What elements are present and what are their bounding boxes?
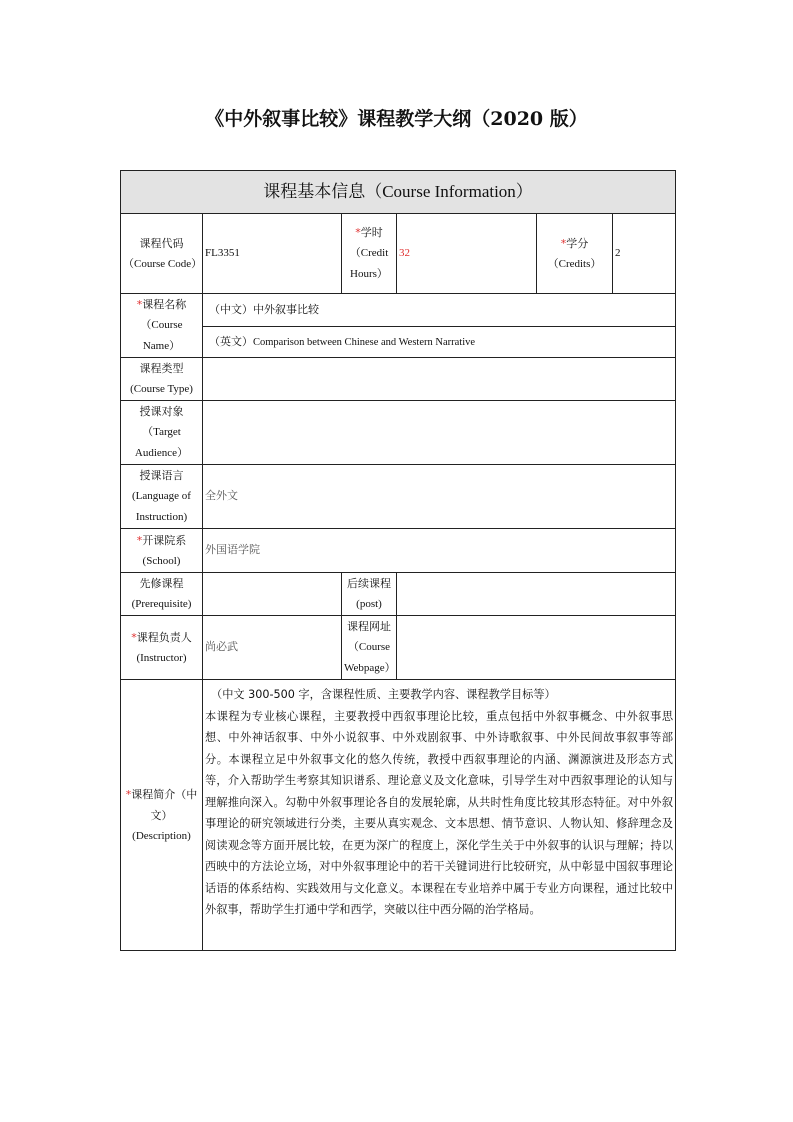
table-header [121,171,676,214]
type-value [203,358,676,401]
credits-en: （Credits） [547,257,602,270]
audience-value [203,401,676,465]
header-cn: 课程基本信息 [263,182,366,202]
webpage-value [397,616,676,680]
audience-label [121,401,203,465]
description-cn1: 课程简介（中 [131,787,198,801]
audience-cn: 授课对象 [139,405,184,418]
zh-value: 中外叙事比较 [253,303,319,317]
school-en: (School) [142,554,181,567]
type-en: (Course Type) [130,383,193,395]
name-en2: Name） [142,340,181,352]
instructor-en: (Instructor) [136,651,187,664]
hours-en1: （Credit [349,247,389,259]
code-label [121,214,203,294]
school-cn: 开课院系 [142,533,187,547]
instructor-value: 尚必武 [203,616,342,680]
language-en2: Instruction) [135,511,188,523]
code-cn: 课程代码 [139,236,184,250]
description-body [203,680,676,951]
prereq-cn: 先修课程 [139,577,184,590]
en-prefix: （英文） [209,334,253,348]
name-cn: 课程名称 [142,298,187,311]
required-star: * [131,630,137,644]
description-text: 本课程为专业核心课程，主要教授中西叙事理论比较，重点包括中外叙事概念、中外叙事思想、中外神话叙事、中外小说叙事、中外戏剧叙事、中外诗歌叙事、中外民间故事叙事等部分。本课程立足中外叙事文化的悠久传统，教授中西叙事理论的内涵、渊源演进及形态方式等，介入帮助学生考察其知识谱系、理论意义及文化意味，引导学生对中西叙事理论的认知与理解推向深入。勾勒中外叙事理论各自的发展轮廓，从共时性角度比较其形态特征。对中外叙事理论的研究领域进行分类，主要从真实观念、文本思想、情节意识、人物认知、修辞理念及阅读观念等方面开展比较，在更为深广的程度上，深化学生关于中外叙事的认识与理解；持以西映中的方法论立场，对中外叙事理论中的若干关键词进行比较研究，从中彰显中国叙事理论话语的体系结构、实践效用与文化意义。本课程在专业培养中属于专业方向课程，通过比较中外叙事，帮助学生打通中学和西学，突破以往中西分隔的治学格局。 [205,709,674,916]
webpage-en1: （Course [347,641,391,653]
en-value: Comparison between Chinese and Western Narrative [253,336,476,348]
required-star: * [125,787,132,801]
post-value [397,573,676,616]
audience-en2: Audience） [134,447,189,459]
post-label [342,573,397,616]
description-hint: （中文 300-500 字，含课程性质、主要教学内容、课程教学目标等） [211,688,556,701]
language-label [121,465,203,529]
required-star: * [136,533,143,547]
description-label [121,680,203,951]
hours-label [342,214,397,294]
type-label [121,358,203,401]
required-star: * [355,226,361,239]
hours-en2: Hours） [350,268,388,280]
description-en: (Description) [132,829,191,842]
prereq-en: (Prerequisite) [131,598,192,610]
post-en: (post) [356,598,382,610]
required-star: * [136,298,143,311]
language-cn: 授课语言 [139,469,184,482]
webpage-en2: Webpage） [344,662,396,674]
prereq-label [121,573,203,616]
name-en1: （Course [140,319,183,331]
credits-label [537,214,613,294]
course-info-table [120,170,676,951]
credits-cn: 学分 [566,236,589,250]
language-value: 全外文 [203,465,676,529]
required-star: * [560,236,567,250]
code-value: FL3351 [203,214,342,294]
name-label [121,294,203,358]
instructor-label [121,616,203,680]
hours-value: 32 [397,214,537,294]
credits-value: 2 [613,214,676,294]
audience-en1: （Target [142,426,181,438]
post-cn: 后续课程 [347,577,391,590]
school-value: 外国语学院 [203,529,676,573]
language-en1: (Language of [132,490,191,502]
header-en: （Course Information） [365,182,533,201]
prereq-value [203,573,342,616]
name-zh [203,294,676,327]
description-cn2: 文） [150,808,173,822]
type-cn: 课程类型 [139,362,184,375]
zh-prefix: （中文） [209,303,253,317]
school-label [121,529,203,573]
code-en: （Course Code） [123,257,203,270]
instructor-cn: 课程负责人 [136,630,192,644]
page-title: 《中外叙事比较》课程教学大纲（2020 版） [205,108,588,130]
webpage-cn: 课程网址 [347,620,391,633]
name-en [203,326,676,358]
webpage-label [342,616,397,680]
hours-cn: 学时 [360,226,383,239]
